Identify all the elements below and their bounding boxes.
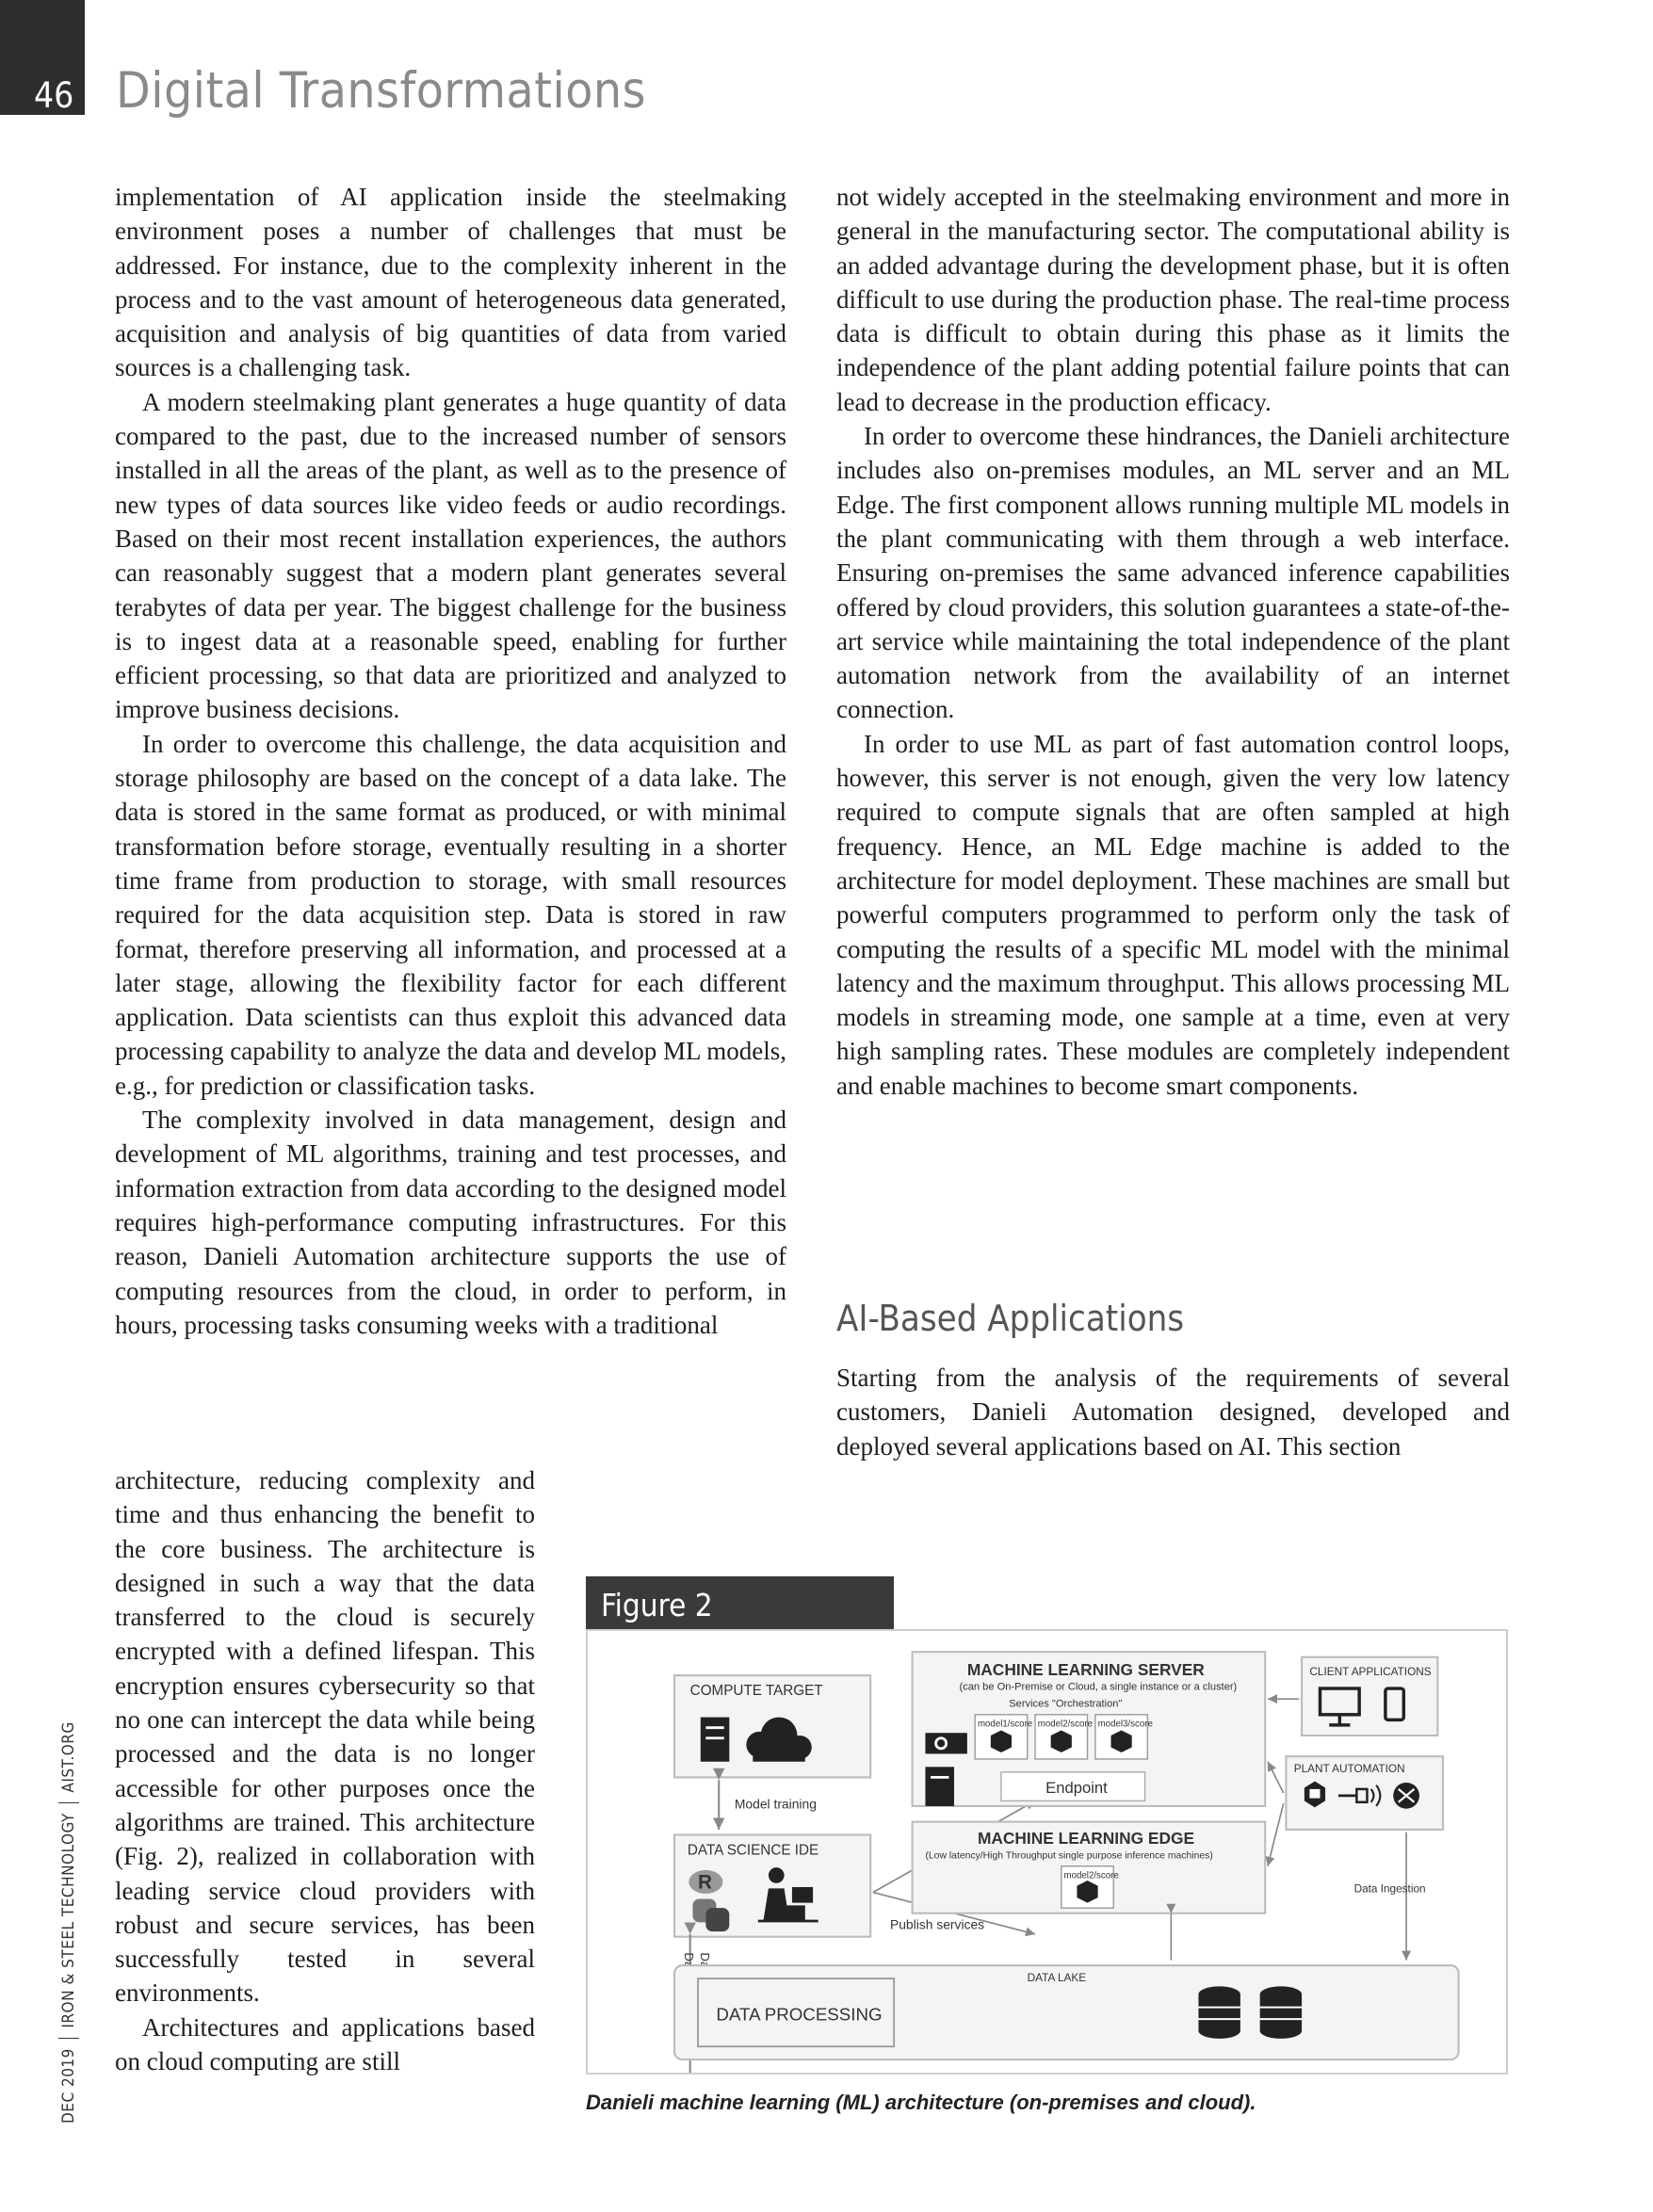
model-training-label: Model training bbox=[734, 1796, 817, 1812]
valve-icon bbox=[1393, 1783, 1419, 1809]
client-applications-label: CLIENT APPLICATIONS bbox=[1309, 1666, 1432, 1679]
database-icon bbox=[1260, 1986, 1302, 2039]
svg-text:model2/score: model2/score bbox=[1037, 1719, 1094, 1730]
sidebar-date: DEC 2019 bbox=[59, 2048, 78, 2123]
paragraph: Starting from the analysis of the requirements of several customers, Danieli Automation designed, developed and deployed several applications based on AI. This section bbox=[836, 1364, 1510, 1461]
publish-services-label: Publish services bbox=[889, 1916, 985, 1932]
paragraph: In order to use ML as part of fast automation control loops, however, this server is not enough, given the very low latency required to compute signals that are often sampled at high frequency. Hence, an ML Edge machine is added to the architecture for model deployment. These machines are small but powerful computers programmed to perform only the task of computing the results of a specific ML model with the minimal latency and the maximum throughput. This allows processing ML models in streaming mode, one sample at a time, even at very high sampling rates. These modules are completely independent and enable machines to become smart components. bbox=[836, 729, 1510, 1100]
gpu-icon bbox=[925, 1733, 966, 1753]
services-orchestration-label: Services "Orchestration" bbox=[1009, 1698, 1123, 1710]
running-head-title: Digital Transformations bbox=[116, 62, 646, 120]
left-column-narrow bbox=[115, 1463, 535, 2078]
left-column bbox=[115, 180, 786, 1342]
svg-text:model1/score: model1/score bbox=[977, 1719, 1033, 1730]
data-science-ide-label: DATA SCIENCE IDE bbox=[687, 1842, 819, 1859]
model-score-box bbox=[975, 1715, 1032, 1759]
architecture-diagram bbox=[588, 1631, 1506, 2073]
sidebar-vertical-meta bbox=[58, 1721, 79, 2123]
database-icon bbox=[1198, 1986, 1240, 2039]
ml-server-label: MACHINE LEARNING SERVER bbox=[966, 1660, 1205, 1680]
figure-caption: Danieli machine learning (ML) architecture (on-premises and cloud). bbox=[586, 2091, 1256, 2114]
edge-model-score-box bbox=[1061, 1866, 1119, 1908]
paragraph: A modern steelmaking plant generates a huge quantity of data compared to the past, due to the increased number of sensors installed in all the areas of the plant, as well as to the presence of new types of data sources like video feeds or audio recordings. Based on their most recent installation experiences, the authors can reasonably suggest that a modern plant generates several terabytes of data per year. The biggest challenge for the business is to ingest data at a reasonable speed, enabling for further efficient processing, so that data are prioritized and analyzed to improve business decisions. bbox=[115, 387, 786, 724]
model-score-box bbox=[1035, 1715, 1093, 1759]
figure-tag: Figure 2 bbox=[586, 1576, 894, 1629]
compute-target-label: COMPUTE TARGET bbox=[689, 1682, 823, 1699]
server-tower-icon bbox=[925, 1767, 954, 1806]
data-processing-label: DATA PROCESSING bbox=[716, 2004, 883, 2025]
server-icon bbox=[701, 1718, 730, 1762]
right-column bbox=[836, 180, 1510, 1103]
section-heading: AI-Based Applications bbox=[836, 1298, 1185, 1339]
paragraph: not widely accepted in the steelmaking environment and more in general in the manufacturing sector. The computational ability is an added advantage during the development phase, but it is often difficult to use during the production phase. The real-time process data is difficult to obtain during this phase as it limits the independence of the plant adding potential failure points that can lead to decrease in the production efficacy. bbox=[836, 183, 1510, 416]
ml-edge-note: (Low latency/High Throughput single purpose inference machines) bbox=[925, 1850, 1213, 1862]
data-ingestion-label: Data Ingestion bbox=[1353, 1882, 1426, 1896]
svg-text:model2/score: model2/score bbox=[1063, 1870, 1119, 1881]
paragraph: architecture, reducing complexity and time and thus enhancing the benefit to the core business. The architecture is designed in such a way that the data transferred to the cloud is securely encrypted with a defined lifespan. This encryption ensures cybersecurity so that no one can intercept the data while being processed and the data is no longer accessible for other purposes once the algorithms are trained. This architecture (Fig. 2), realized in collaboration with leading service cloud providers with robust and secure services, has been successfully tested in several environments. bbox=[115, 1466, 535, 2008]
paragraph: In order to overcome these hindrances, the Danieli architecture includes also on-premises modules, an ML server and an ML Edge. The first component allows running multiple ML models in the plant communicating with them through a web interface. Ensuring on-premises the same advanced inference capabilities offered by cloud providers, this solution guarantees a state-of-the-art service while maintaining the total independence of the plant automation network from the availability of an internet connection. bbox=[836, 422, 1510, 724]
paragraph: The complexity involved in data management, design and development of ML algorithms, training and test processes, and information extraction from data according to the designed model requires high-performance computing infrastructures. For this reason, Danieli Automation architecture supports the use of computing resources from the cloud, in order to perform, in hours, processing tasks consuming weeks with a traditional bbox=[115, 1106, 786, 1339]
page-number: 46 bbox=[34, 75, 74, 116]
data-lake-label: DATA LAKE bbox=[1027, 1971, 1087, 1984]
figure-diagram bbox=[586, 1629, 1508, 2075]
sidebar-journal: IRON & STEEL TECHNOLOGY bbox=[59, 1813, 78, 2028]
right-column-section-body bbox=[836, 1361, 1510, 1463]
endpoint-label: Endpoint bbox=[1045, 1779, 1108, 1798]
r-language-icon bbox=[689, 1870, 722, 1894]
paragraph: Architectures and applications based on cloud computing are still bbox=[115, 2012, 535, 2076]
plant-automation-label: PLANT AUTOMATION bbox=[1293, 1762, 1405, 1775]
ml-server-note: (can be On-Premise or Cloud, a single instance or a cluster) bbox=[959, 1681, 1238, 1693]
sidebar-site: AIST.ORG bbox=[59, 1721, 78, 1793]
svg-text:model3/score: model3/score bbox=[1097, 1719, 1153, 1730]
paragraph: implementation of AI application inside the steelmaking environment poses a number of challenges that must be addressed. For instance, due to the complexity inherent in the process and to the vast amount of heterogeneous data generated, acquisition and analysis of big quantities of data from varied sources is a challenging task. bbox=[115, 183, 786, 382]
svg-text:R: R bbox=[698, 1871, 713, 1894]
paragraph: In order to overcome this challenge, the data acquisition and storage philosophy are based on the concept of a data lake. The data is stored in the same format as produced, or with minimal transformation before storage, eventually resulting in a shorter time frame from production to storage, with small resources required for the data acquisition step. Data is stored in raw format, therefore preserving all information, and processed at a later stage, allowing the flexibility factor for each different application. Data scientists can thus exploit this advanced data processing capability to analyze the data and develop ML models, e.g., for prediction or classification tasks. bbox=[115, 729, 786, 1100]
model-score-box bbox=[1095, 1715, 1153, 1759]
ml-edge-label: MACHINE LEARNING EDGE bbox=[977, 1829, 1195, 1849]
